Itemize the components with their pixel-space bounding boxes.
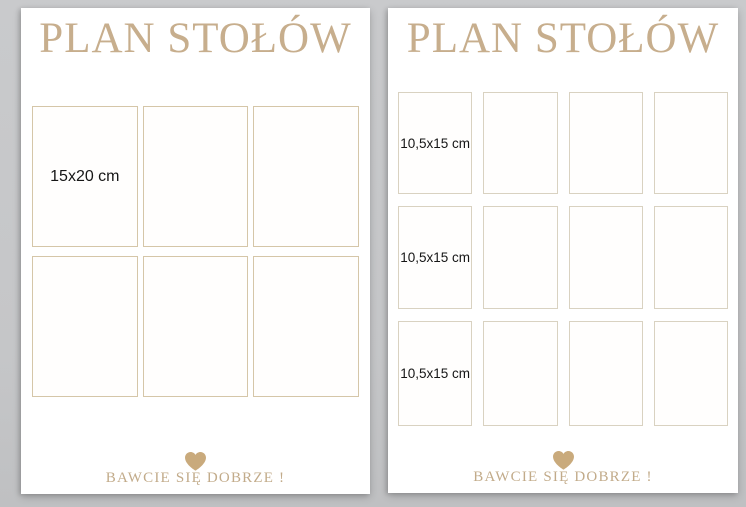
size-label: 10,5x15 cm bbox=[400, 250, 471, 265]
photo-slot bbox=[253, 106, 359, 247]
photo-slot bbox=[654, 321, 728, 426]
photo-slot bbox=[398, 206, 472, 309]
photo-slot bbox=[483, 206, 557, 309]
photo-slot bbox=[654, 206, 728, 309]
size-label: 10,5x15 cm bbox=[400, 366, 471, 381]
poster-title: PLAN STOŁÓW bbox=[406, 15, 720, 62]
footer-message: BAWCIE SIĘ DOBRZE ! bbox=[473, 469, 653, 485]
photo-slot bbox=[32, 256, 138, 397]
photo-slot bbox=[143, 256, 249, 397]
photo-slot bbox=[569, 92, 643, 194]
photo-slot bbox=[253, 256, 359, 397]
footer-message: BAWCIE SIĘ DOBRZE ! bbox=[105, 470, 286, 486]
poster-10x15 bbox=[388, 8, 738, 493]
photo-slot bbox=[569, 321, 643, 426]
size-label: 10,5x15 cm bbox=[400, 135, 471, 151]
poster-15x20 bbox=[21, 8, 370, 494]
poster-title: PLAN STOŁÓW bbox=[39, 15, 352, 62]
poster-footer bbox=[388, 451, 738, 486]
heart-icon bbox=[553, 451, 574, 470]
photo-grid-10x15 bbox=[398, 92, 728, 426]
photo-slot bbox=[483, 92, 557, 194]
heart-icon bbox=[185, 452, 206, 471]
size-label: 15x20 cm bbox=[50, 167, 120, 185]
photo-slot bbox=[32, 106, 138, 247]
photo-slot bbox=[569, 206, 643, 309]
photo-slot bbox=[398, 92, 472, 194]
photo-slot bbox=[398, 321, 472, 426]
photo-grid-15x20 bbox=[32, 106, 359, 397]
photo-slot bbox=[483, 321, 557, 426]
photo-slot bbox=[654, 92, 728, 194]
photo-slot bbox=[143, 106, 249, 247]
poster-footer bbox=[21, 452, 370, 487]
